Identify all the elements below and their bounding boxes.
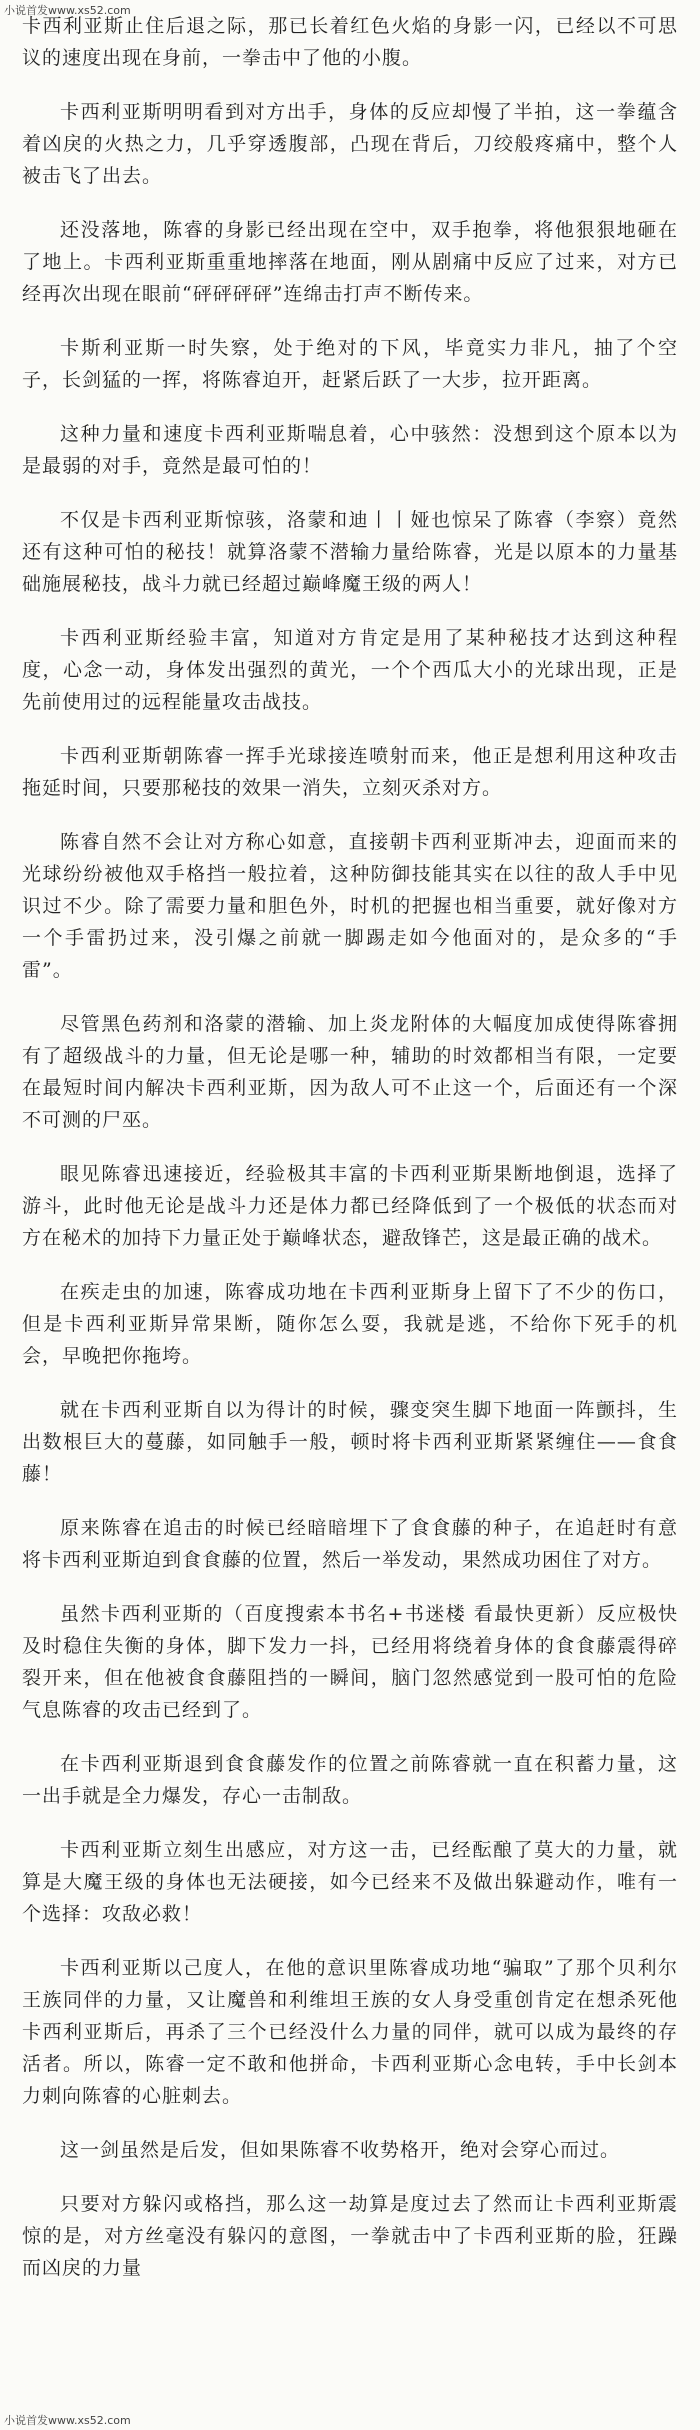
paragraph: 这种力量和速度卡西利亚斯喘息着，心中骇然：没想到这个原本以为是最弱的对手，竟然是最可怕的！ (22, 423, 678, 477)
paragraph: 尽管黑色药剂和洛蒙的潜输、加上炎龙附体的大幅度加成使得陈睿拥有了超级战斗的力量，但无论是哪一种，辅助的时效都相当有限，一定要在最短时间内解决卡西利亚斯，因为敌人可不止这一个，后面还有一个深不可测的尸巫。 (22, 1013, 678, 1131)
paragraph: 卡西利亚斯明明看到对方出手，身体的反应却慢了半拍，这一拳蕴含着凶戾的火热之力，几乎穿透腹部，凸现在背后，刀绞般疼痛中，整个人被击飞了出去。 (22, 101, 678, 187)
paragraph: 在疾走虫的加速，陈睿成功地在卡西利亚斯身上留下了不少的伤口，但是卡西利亚斯异常果断，随你怎么耍，我就是逃，不给你下死手的机会，早晚把你拖垮。 (22, 1281, 678, 1367)
paragraph: 卡西利亚斯以己度人，在他的意识里陈睿成功地“骗取”了那个贝利尔王族同伴的力量，又让魔兽和利维坦王族的女人身受重创肯定在想杀死他卡西利亚斯后，再杀了三个已经没什么力量的同伴，就可以成为最终的存活者。所以，陈睿一定不敢和他拼命，卡西利亚斯心念电转，手中长剑本力刺向陈睿的心脏刺去。 (22, 1957, 678, 2107)
watermark-top: 小说首发www.xs52.com (4, 4, 131, 17)
paragraph: 卡斯利亚斯一时失察，处于绝对的下风，毕竟实力非凡，抽了个空子，长剑猛的一挥，将陈睿迫开，赶紧后跃了一大步，拉开距离。 (22, 337, 678, 391)
watermark-bottom: 小说首发www.xs52.com (4, 2414, 131, 2427)
paragraph: 卡西利亚斯止住后退之际，那已长着红色火焰的身影一闪，已经以不可思议的速度出现在身前，一拳击中了他的小腹。 (22, 15, 678, 69)
paragraph: 原来陈睿在追击的时候已经暗暗埋下了食食藤的种子，在追赶时有意将卡西利亚斯迫到食食藤的位置，然后一举发动，果然成功困住了对方。 (22, 1517, 678, 1571)
paragraph: 眼见陈睿迅速接近，经验极其丰富的卡西利亚斯果断地倒退，选择了游斗，此时他无论是战斗力还是体力都已经降低到了一个极低的状态而对方在秘术的加持下力量正处于巅峰状态，避敌锋芒，这是最正确的战术。 (22, 1163, 678, 1249)
paragraph: 卡西利亚斯立刻生出感应，对方这一击，已经酝酿了莫大的力量，就算是大魔王级的身体也无法硬接，如今已经来不及做出躲避动作，唯有一个选择：攻敌必救！ (22, 1839, 678, 1925)
chapter-text (22, 10, 678, 2412)
paragraph: 在卡西利亚斯退到食食藤发作的位置之前陈睿就一直在积蓄力量，这一出手就是全力爆发，存心一击制敌。 (22, 1753, 678, 1807)
paragraph: 虽然卡西利亚斯的（百度搜索本书名+书迷楼 看最快更新）反应极快及时稳住失衡的身体，脚下发力一抖，已经用将绕着身体的食食藤震得碎裂开来，但在他被食食藤阻挡的一瞬间，脑门忽然感觉到一股可怕的危险气息陈睿的攻击已经到了。 (22, 1603, 678, 1721)
paragraph: 只要对方躲闪或格挡，那么这一劫算是度过去了然而让卡西利亚斯震惊的是，对方丝毫没有躲闪的意图，一拳就击中了卡西利亚斯的脸，狂躁而凶戾的力量 (22, 2193, 678, 2279)
paragraph: 卡西利亚斯经验丰富，知道对方肯定是用了某种秘技才达到这种程度，心念一动，身体发出强烈的黄光，一个个西瓜大小的光球出现，正是先前使用过的远程能量攻击战技。 (22, 627, 678, 713)
paragraph: 不仅是卡西利亚斯惊骇，洛蒙和迪丨丨娅也惊呆了陈睿（李察）竟然还有这种可怕的秘技！就算洛蒙不潜输力量给陈睿，光是以原本的力量基础施展秘技，战斗力就已经超过巅峰魔王级的两人！ (22, 509, 678, 595)
paragraph: 还没落地，陈睿的身影已经出现在空中，双手抱拳，将他狠狠地砸在了地上。卡西利亚斯重重地摔落在地面，刚从剧痛中反应了过来，对方已经再次出现在眼前“砰砰砰砰”连绵击打声不断传来。 (22, 219, 678, 305)
paragraph: 陈睿自然不会让对方称心如意，直接朝卡西利亚斯冲去，迎面而来的光球纷纷被他双手格挡一般拉着，这种防御技能其实在以往的敌人手中见识过不少。除了需要力量和胆色外，时机的把握也相当重要，就好像对方一个手雷扔过来，没引爆之前就一脚踢走如今他面对的，是众多的“手雷”。 (22, 831, 678, 981)
paragraph: 卡西利亚斯朝陈睿一挥手光球接连喷射而来，他正是想利用这种攻击拖延时间，只要那秘技的效果一消失，立刻灭杀对方。 (22, 745, 678, 799)
paragraph: 这一剑虽然是后发，但如果陈睿不收势格开，绝对会穿心而过。 (60, 2139, 621, 2161)
paragraph: 就在卡西利亚斯自以为得计的时候，骤变突生脚下地面一阵颤抖，生出数根巨大的蔓藤，如同触手一般，顿时将卡西利亚斯紧紧缠住——食食藤！ (22, 1399, 678, 1485)
